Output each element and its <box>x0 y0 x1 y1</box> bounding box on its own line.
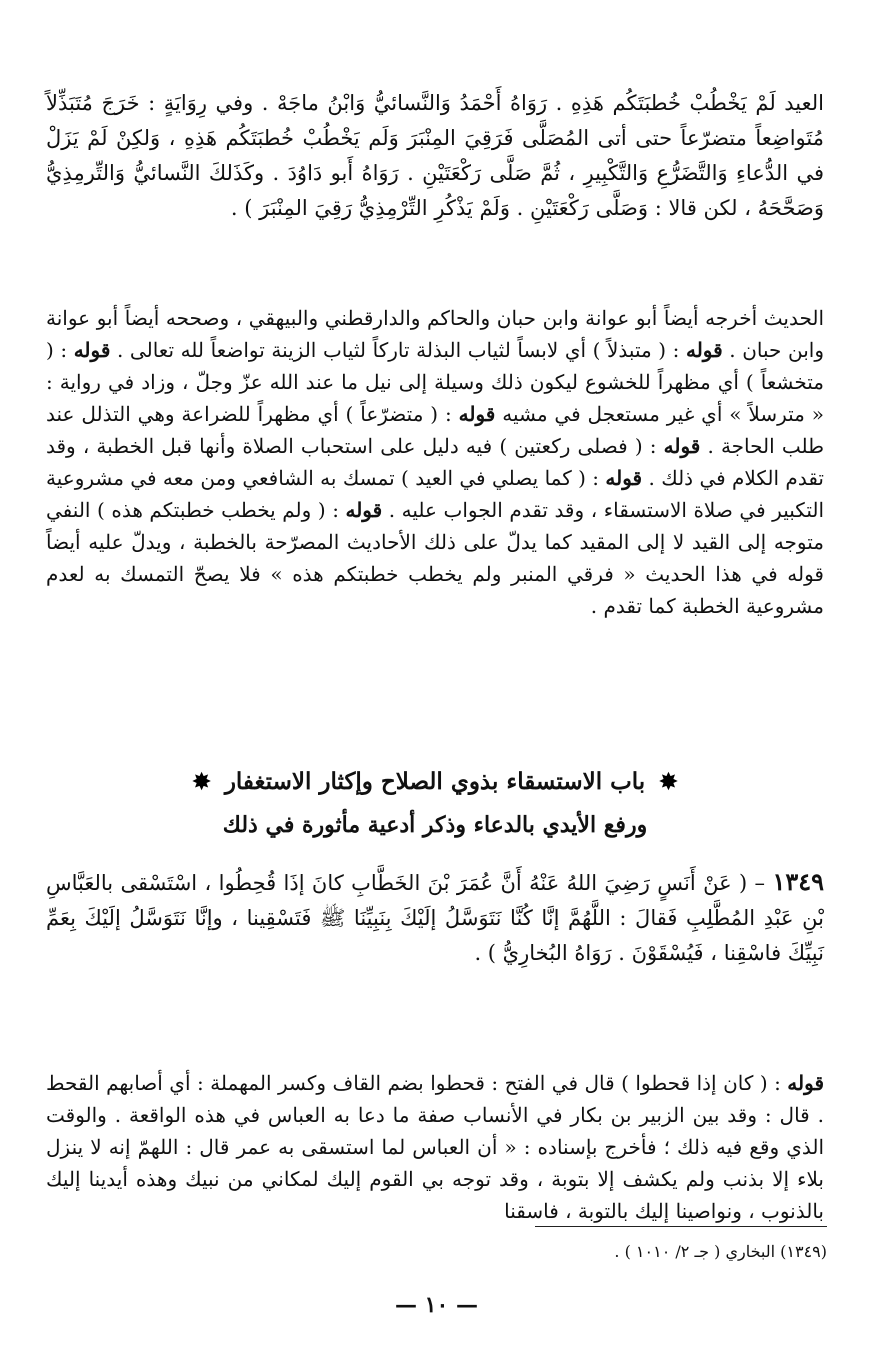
hadith-continuation-paragraph <box>46 86 824 226</box>
chapter-heading-line1: باب الاستسقاء بذوي الصلاح وإكثار الاستغفار <box>224 768 646 795</box>
commentary-paragraph-2 <box>46 1067 824 1227</box>
commentary-text: : ( متبذلاً ) أي لابساً لثياب البذلة تاركاً لثياب الزينة تواضعاً لله تعالى . <box>117 338 680 362</box>
commentary-text: : ( ولم يخطب خطبتكم هذه ) النفي متوجه إلى القيد لا إلى المقيد كما يدلّ على ذلك الأحاديث المصرّحة بالخطبة ، ويدلّ عليه أيضاً قوله في هذا الحديث « فرقي المنبر ولم يخطب خطبتكم هذه » فلا يصحّ التمسك به لعدم مشروعية الخطبة كما تقدم . <box>46 498 824 618</box>
commentary-text: : ( كان إذا قحطوا ) قال في الفتح : قحطوا بضم القاف وكسر المهملة : أي أصابهم القحط . قال : وقد بين الزبير بن بكار في الأنساب صفة ما دعا به العباس في هذه الواقعة . والوقت الذي وقع فيه ذلك ؛ فأخرج بإسناده : « أن العباس لما استسقى به عمر قال : اللهمّ إنه لا ينزل بلاء إلا بذنب ولم يكشف إلا بتوبة ، وقد توجه بي القوم إليك لمكاني من نبيك وهذه أيدينا إليك بالذنوب ، ونواصينا إليك بالتوبة ، فاسقنا <box>46 1071 824 1223</box>
star-ornament-icon: ✸ <box>659 769 678 795</box>
commentary-paragraph <box>46 302 824 622</box>
page-number: — ١٠ — <box>395 1292 478 1318</box>
keyword-qawluhu: قوله <box>605 466 643 490</box>
commentary-text: : ( متخشعاً ) أي مظهراً للخشوع ليكون ذلك وسيلة إلى نيل ما عند الله عزّ وجلّ ، وزاد في رواية : « مترسلاً » أي غير مستعجل في مشيه <box>46 338 824 426</box>
keyword-qawluhu: قوله <box>685 338 723 362</box>
keyword-qawluhu: قوله <box>787 1071 825 1095</box>
footnote-divider <box>535 1226 827 1227</box>
commentary-text: الحديث أخرجه أيضاً أبو عوانة وابن حبان والحاكم والدارقطني والبيهقي ، وصححه أيضاً أبو عوانة وابن حبان . <box>46 306 824 362</box>
hadith-text: – ( عَنْ أَنَسٍ رَضِيَ اللهُ عَنْهُ أَنَّ عُمَرَ بْنَ الخَطَّابِ كانَ إذَا قُحِطُوا ، اسْتَسْقى بالعَبَّاسِ بْنِ عَبْدِ المُطَّلِبِ فَقالَ : اللَّهُمَّ إنَّا كُنَّا نَتَوَسَّلُ إلَيْكَ بِنَبِيِّنَا ﷺ فَتَسْقِينا ، وإنَّا نَتَوَسَّلُ إلَيْكَ بِعَمِّ نَبِيِّكَ فاسْقِنا ، فَيُسْقَوْنَ . رَوَاهُ البُخارِيُّ ) . <box>46 871 824 965</box>
commentary-text: : ( متضرّعاً ) أي مظهراً للضراعة وهي التذلل عند طلب الحاجة . <box>46 402 824 458</box>
star-ornament-icon: ✸ <box>192 769 211 795</box>
hadith-continuation-text: العيد لَمْ يَخْطُبْ خُطبَتَكُم هَذِهِ . رَوَاهُ أَحْمَدُ وَالنَّسائيُّ وَابْنُ ماجَهْ . وفي رِوَايَةٍ : خَرَجَ مُتَبَذِّلاً مُتَواضِعاً متضرّعاً حتى أتى المُصَلَّى فَرَقِيَ المِنْبَرَ وَلَم يَخْطُبْ خُطبَتَكُم هَذِهِ ، وَلكِنْ لَمْ يَزَلْ في الدُّعاءِ وَالتَّضَرُّعِ وَالتَّكْبِيرِ ، ثُمَّ صَلَّى رَكْعَتَيْنِ . رَوَاهُ أَبو دَاوُدَ . وكَذَلكَ النَّسائيُّ وَالتِّرمِذِيُّ وَصَحَّحَهُ ، لكن قالا : وَصَلَّى رَكْعَتَيْنِ . وَلَمْ يَذْكُرِ التِّرْمِذِيُّ رَقِيَ المِنْبَرَ ) . <box>46 91 824 220</box>
hadith-paragraph <box>46 864 824 971</box>
footnote: (١٣٤٩) البخاري ( جـ ٢/ ١٠١٠ ) . <box>614 1242 827 1261</box>
keyword-qawluhu: قوله <box>663 434 701 458</box>
commentary-text: : ( كما يصلي في العيد ) تمسك به الشافعي ومن معه في مشروعية التكبير في صلاة الاستسقاء ، وقد تقدم الجواب عليه . <box>46 466 825 522</box>
keyword-qawluhu: قوله <box>73 338 111 362</box>
hadith-number: ١٣٤٩ <box>772 867 824 896</box>
commentary-text: : ( فصلى ركعتين ) فيه دليل على استحباب الصلاة وأنها قبل الخطبة ، وقد تقدم الكلام في ذلك . <box>46 434 824 490</box>
chapter-heading <box>46 768 824 795</box>
keyword-qawluhu: قوله <box>458 402 496 426</box>
chapter-heading-line2: ورفع الأيدي بالدعاء وذكر أدعية مأثورة في ذلك <box>222 812 648 838</box>
keyword-qawluhu: قوله <box>345 498 383 522</box>
